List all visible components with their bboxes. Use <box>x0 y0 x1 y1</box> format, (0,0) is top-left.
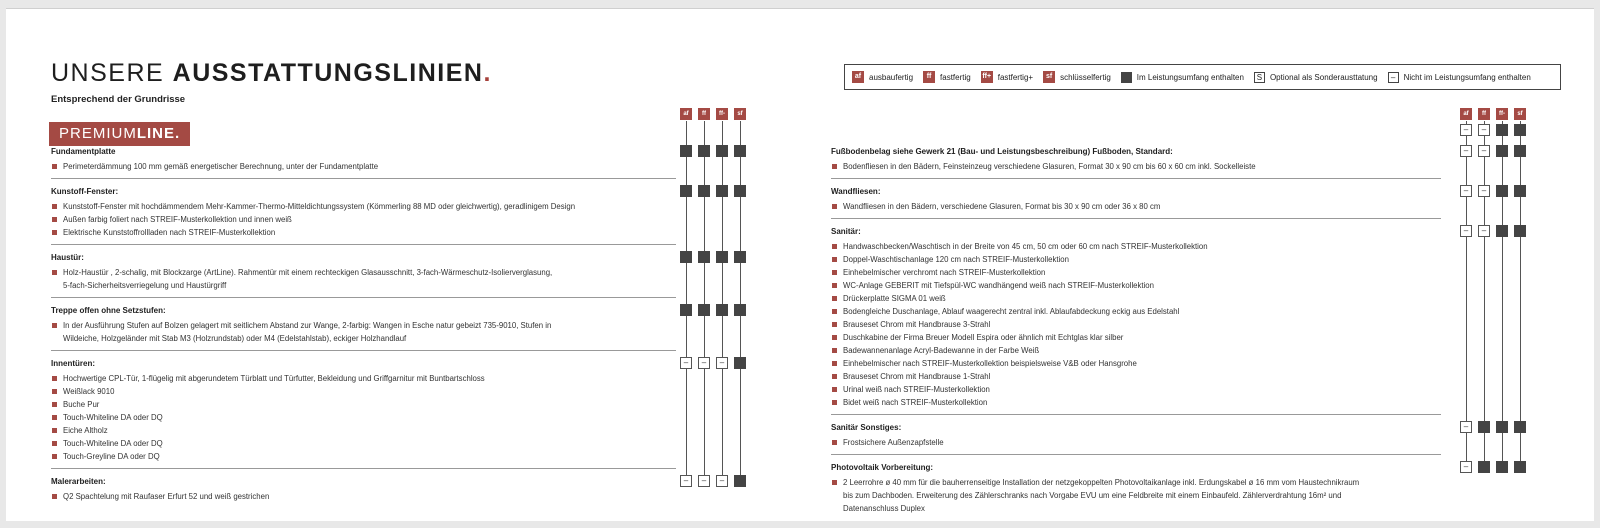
section-item-list <box>51 200 575 239</box>
legend-label-ff: fastfertig <box>940 72 971 82</box>
badge-light: PREMIUM <box>59 125 137 142</box>
section-title: Treppe offen ohne Setzstufen: <box>51 306 166 315</box>
legend-label-excluded: Nicht im Leistungsumfang enthalten <box>1403 72 1531 82</box>
status-column-line <box>1502 121 1503 471</box>
list-item: 2 Leerrohre ø 40 mm für die bauherrenseitige Installation der netzgekoppelten Photovoltaikanlage inkl. Erdungskabel ø 16 mm vom Haustechnikraum <box>831 476 1359 489</box>
section-title: Wandfliesen: <box>831 187 881 196</box>
list-item: Perimeterdämmung 100 mm gemäß energetischer Berechnung, unter der Fundamentplatte <box>51 160 378 173</box>
list-item: Brauseset Chrom mit Handbrause 3-Strahl <box>831 318 1208 331</box>
column-header-chip-ff: ff <box>698 108 710 120</box>
included-status-icon <box>1514 225 1526 237</box>
list-item: Badewannenanlage Acryl-Badewanne in der Farbe Weiß <box>831 344 1208 357</box>
included-status-icon <box>1514 185 1526 197</box>
section-divider <box>831 218 1441 219</box>
list-item: Urinal weiß nach STREIF-Musterkollektion <box>831 383 1208 396</box>
list-item: Wildeiche, Holzgeländer mit Stab M3 (Holzrundstab) oder M4 (Edelstahlstab), eckiger Holzhandlauf <box>63 334 407 343</box>
included-status-icon <box>716 185 728 197</box>
section-item-list <box>51 160 378 173</box>
status-column-line <box>740 121 741 485</box>
included-status-icon <box>716 145 728 157</box>
excluded-status-icon: – <box>1460 145 1472 157</box>
included-status-icon <box>680 251 692 263</box>
excluded-status-icon: – <box>1478 145 1490 157</box>
list-item: Handwaschbecken/Waschtisch in der Breite von 45 cm, 50 cm oder 60 cm nach STREIF-Musterkollektion <box>831 240 1208 253</box>
section-divider <box>51 468 676 469</box>
section-title: Malerarbeiten: <box>51 477 106 486</box>
included-status-icon <box>734 251 746 263</box>
title-light: UNSERE <box>51 59 173 87</box>
list-item: Holz-Haustür , 2-schalig, mit Blockzarge (ArtLine). Rahmentür mit einem rechteckigen Glasausschnitt, 3-fach-Wärmeschutz-Isolierverglasung, <box>51 266 552 279</box>
included-status-icon <box>1514 124 1526 136</box>
section-title: Fußbodenbelag siehe Gewerk 21 (Bau- und Leistungsbeschreibung) Fußboden, Standard: <box>831 147 1173 156</box>
page-subtitle: Entsprechend der Grundrisse <box>51 94 186 105</box>
left-feature-column <box>51 9 741 521</box>
list-item: Duschkabine der Firma Breuer Modell Espira oder ähnlich mit Echtglas klar silber <box>831 331 1208 344</box>
excluded-dash-icon: – <box>1388 72 1399 83</box>
list-item: Wandfliesen in den Bädern, verschiedene Glasuren, Format bis 30 x 90 cm oder 36 x 80 cm <box>831 200 1160 213</box>
included-status-icon <box>716 304 728 316</box>
legend-chip-af: af <box>852 71 864 83</box>
list-item: Doppel-Waschtischanlage 120 cm nach STREIF-Musterkollektion <box>831 253 1208 266</box>
list-item: Bodenfliesen in den Bädern, Feinsteinzeug verschiedene Glasuren, Format 30 x 90 cm bis 60 x 60 cm inkl. Sockelleiste <box>831 160 1256 173</box>
included-status-icon <box>1496 124 1508 136</box>
section-item-list <box>831 160 1256 173</box>
title-dot: . <box>483 59 492 87</box>
included-status-icon <box>1514 145 1526 157</box>
section-title: Fundamentplatte <box>51 147 116 156</box>
list-item: Einhebelmischer nach STREIF-Musterkollektion beispielsweise V&B oder Hansgrohe <box>831 357 1208 370</box>
list-item: Buche Pur <box>51 398 485 411</box>
included-status-icon <box>698 185 710 197</box>
list-item: Touch-Whiteline DA oder DQ <box>51 411 485 424</box>
list-item: Touch-Greyline DA oder DQ <box>51 450 485 463</box>
status-column-line <box>704 121 705 485</box>
list-item: Frostsichere Außenzapfstelle <box>831 436 944 449</box>
status-column-line <box>1466 121 1467 471</box>
badge-bold: LINE. <box>136 125 181 142</box>
section-title: Haustür: <box>51 253 84 262</box>
status-column-line <box>686 121 687 485</box>
section-divider <box>831 414 1441 415</box>
excluded-status-icon: – <box>1460 421 1472 433</box>
included-status-icon <box>680 145 692 157</box>
legend-label-sf: schlüsselfertig <box>1060 72 1111 82</box>
column-header-chip-ff: ff- <box>1496 108 1508 120</box>
column-header-chip-ff: ff- <box>716 108 728 120</box>
included-status-icon <box>1496 145 1508 157</box>
section-divider <box>51 350 676 351</box>
list-item: Bodengleiche Duschanlage, Ablauf waagerecht zentral inkl. Ablaufabdeckung eckig aus Edelstahl <box>831 305 1208 318</box>
excluded-status-icon: – <box>1460 225 1472 237</box>
included-status-icon <box>698 304 710 316</box>
section-divider <box>831 454 1441 455</box>
section-item-list <box>831 436 944 449</box>
list-item: In der Ausführung Stufen auf Bolzen gelagert mit seitlichem Abstand zur Wange, 2-farbig: Wangen in Esche natur gebeizt 735-9010, Stufen in <box>51 319 551 332</box>
section-item-list <box>831 476 1359 515</box>
excluded-status-icon: – <box>680 357 692 369</box>
excluded-status-icon: – <box>1478 124 1490 136</box>
brochure-page <box>6 8 1594 521</box>
section-item-list <box>51 490 269 503</box>
section-item-list <box>51 372 485 463</box>
excluded-status-icon: – <box>1478 185 1490 197</box>
included-status-icon <box>1478 421 1490 433</box>
included-status-icon <box>734 145 746 157</box>
title-bold: AUSSTATTUNGSLINIEN <box>172 59 484 87</box>
legend-chip-ff: ff <box>923 71 935 83</box>
excluded-status-icon: – <box>698 357 710 369</box>
list-item: WC-Anlage GEBERIT mit Tiefspül-WC wandhängend weiß nach STREIF-Musterkollektion <box>831 279 1208 292</box>
optional-s-icon: S <box>1254 72 1265 83</box>
list-item: Touch-Whiteline DA oder DQ <box>51 437 485 450</box>
section-divider <box>51 297 676 298</box>
excluded-status-icon: – <box>716 475 728 487</box>
included-status-icon <box>1514 461 1526 473</box>
section-item-list <box>831 240 1208 409</box>
list-item: Elektrische Kunststoffrollladen nach STREIF-Musterkollektion <box>51 226 575 239</box>
excluded-status-icon: – <box>698 475 710 487</box>
included-status-icon <box>1496 461 1508 473</box>
list-item: Brauseset Chrom mit Handbrause 1-Strahl <box>831 370 1208 383</box>
included-status-icon <box>734 304 746 316</box>
included-status-icon <box>698 251 710 263</box>
column-header-chip-sf: sf <box>734 108 746 120</box>
section-item-list <box>51 266 552 292</box>
list-item: Drückerplatte SIGMA 01 weiß <box>831 292 1208 305</box>
column-header-chip-af: af <box>1460 108 1472 120</box>
legend-chip-ffplus: ff+ <box>981 71 993 83</box>
legend-label-ffplus: fastfertig+ <box>997 72 1034 82</box>
right-feature-column <box>831 9 1556 521</box>
included-status-icon <box>1514 421 1526 433</box>
excluded-status-icon: – <box>716 357 728 369</box>
column-header-chip-sf: sf <box>1514 108 1526 120</box>
legend-label-af: ausbaufertig <box>869 72 914 82</box>
excluded-status-icon: – <box>1460 461 1472 473</box>
list-item: Weißlack 9010 <box>51 385 485 398</box>
included-status-icon <box>1496 225 1508 237</box>
column-header-chip-af: af <box>680 108 692 120</box>
excluded-status-icon: – <box>1460 185 1472 197</box>
left-status-grid <box>676 9 756 521</box>
list-item: 5-fach-Sicherheitsverriegelung und Haustürgriff <box>63 281 227 290</box>
included-status-icon <box>734 185 746 197</box>
list-item: Hochwertige CPL-Tür, 1-flügelig mit abgerundetem Türblatt und Türfutter, Bekleidung und Griffgarnitur mit Buntbartschloss <box>51 372 485 385</box>
excluded-status-icon: – <box>1478 225 1490 237</box>
right-status-grid <box>1456 9 1536 521</box>
list-item: Außen farbig foliert nach STREIF-Musterkollektion und innen weiß <box>51 213 575 226</box>
section-divider <box>831 178 1441 179</box>
legend-label-included: Im Leistungsumfang enthalten <box>1136 72 1244 82</box>
section-item-list <box>51 319 551 345</box>
section-title: Sanitär: <box>831 227 861 236</box>
status-column-line <box>1484 121 1485 471</box>
list-item: Bidet weiß nach STREIF-Musterkollektion <box>831 396 1208 409</box>
legend-chip-sf: sf <box>1043 71 1055 83</box>
included-status-icon <box>680 185 692 197</box>
included-status-icon <box>698 145 710 157</box>
included-status-icon <box>1496 185 1508 197</box>
list-item: Datenanschluss Duplex <box>843 504 925 513</box>
list-item: Q2 Spachtelung mit Raufaser Erfurt 52 und weiß gestrichen <box>51 490 269 503</box>
legend-label-optional: Optional als Sonderausttatung <box>1269 72 1378 82</box>
included-status-icon <box>1478 461 1490 473</box>
list-item: Eiche Altholz <box>51 424 485 437</box>
section-title: Kunstoff-Fenster: <box>51 187 119 196</box>
section-title: Innentüren: <box>51 359 95 368</box>
section-divider <box>51 244 676 245</box>
included-status-icon <box>680 304 692 316</box>
column-header-chip-ff: ff <box>1478 108 1490 120</box>
included-status-icon <box>1496 421 1508 433</box>
list-item: Kunststoff-Fenster mit hochdämmendem Mehr-Kammer-Thermo-Mitteldichtungssystem (Kömmerling 88 MD oder gleichwertig), geradlinigem Design <box>51 200 575 213</box>
included-status-icon <box>734 357 746 369</box>
list-item: bis zum Dachboden. Erweiterung des Zählerschranks nach Vorgabe EVU um eine Feldbreite mit einem Einbaufeld. Zählerverdrahtung 16m² und <box>843 491 1342 500</box>
excluded-status-icon: – <box>680 475 692 487</box>
section-item-list <box>831 200 1160 213</box>
list-item: Einhebelmischer verchromt nach STREIF-Musterkollektion <box>831 266 1208 279</box>
status-column-line <box>722 121 723 485</box>
section-divider <box>51 178 676 179</box>
status-column-line <box>1520 121 1521 471</box>
included-status-icon <box>734 475 746 487</box>
included-status-icon <box>716 251 728 263</box>
section-title: Photovoltaik Vorbereitung: <box>831 463 934 472</box>
excluded-status-icon: – <box>1460 124 1472 136</box>
section-title: Sanitär Sonstiges: <box>831 423 902 432</box>
